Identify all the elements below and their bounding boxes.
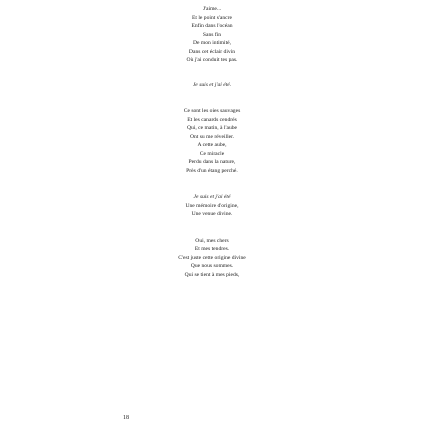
stanza-gap (112, 65, 312, 81)
poem (112, 5, 312, 279)
stanza-gap (112, 175, 312, 193)
poem-line: Qui, ce matin, à l'aube (186, 125, 238, 131)
refrain-line: Je suis et j'ai été. (192, 81, 232, 88)
stanza-2 (112, 81, 312, 90)
poem-line: Et les canards cendrés (187, 116, 237, 123)
poem-line: De mon intimité, (192, 40, 232, 46)
poem-line: Et le point s'ancre (192, 14, 232, 21)
poem-line: Où j'ai conduit tes pas. (186, 57, 238, 63)
poem-line: A cette aube, (197, 142, 227, 148)
stanza-5 (112, 237, 312, 280)
stanza-1 (112, 5, 312, 65)
poem-line: Sans fin (202, 31, 222, 38)
stanza-gap (112, 89, 312, 107)
poem-line: Ce miracle (199, 150, 225, 157)
poem-line: Dans cet éclair divin (188, 48, 236, 55)
poem-line: Ce sont les oies sauvages (183, 108, 241, 114)
poem-line: J'aime... (202, 6, 222, 12)
stanza-4 (112, 193, 312, 219)
refrain-line: Je suis et j'ai été (193, 194, 231, 200)
page-number: 18 (123, 415, 129, 421)
poem-line: Ont su me réveiller. (189, 133, 235, 140)
stanza-3 (112, 107, 312, 175)
poem-line: Oui, mes chers (195, 237, 229, 244)
poem-line: Qui se tient à mes pieds, (184, 271, 240, 278)
poem-line: Et mes tendres. (194, 246, 230, 252)
poem-line: Près d'un étang perché. (186, 167, 238, 174)
poem-line: Une venue divine. (191, 211, 233, 217)
poem-line: Enfin dans l'océan (191, 23, 233, 29)
poem-line: Une mémoire d'origine, (185, 202, 239, 209)
poem-line: Que nous sommes. (190, 263, 234, 269)
poem-line: C'est juste cette origine divine (178, 254, 246, 261)
poem-line: Perdu dans la nature, (188, 159, 236, 165)
stanza-gap (112, 219, 312, 237)
